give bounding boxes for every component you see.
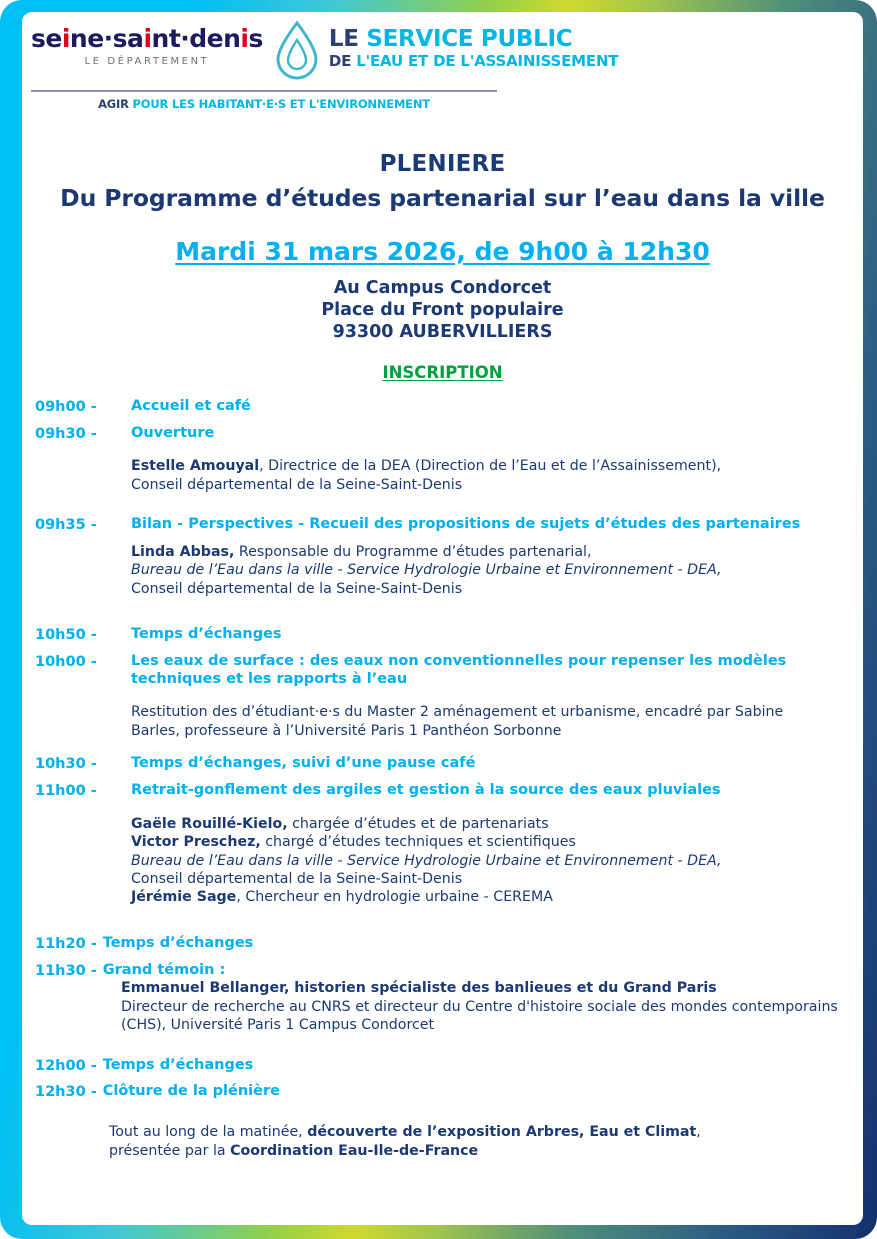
agenda-time: 09h35 -: [35, 517, 97, 534]
speaker-role: chargé d’études techniques et scientifiques: [260, 834, 576, 851]
exhibition-note-prefix: Tout au long de la matinée,: [109, 1124, 308, 1141]
speaker-name: Jérémie Sage: [131, 889, 237, 906]
agenda-item: [35, 755, 847, 773]
speaker-role: Responsable du Programme d’études partenarial,: [234, 543, 592, 560]
service-line2-main: L'EAU ET DE L'ASSAINISSEMENT: [356, 52, 619, 71]
agenda-detail: Directeur de recherche au CNRS et directeur du Centre d'histoire sociale des mondes contemporains (CHS), Université Paris 1 Campus Condorcet: [121, 998, 838, 1034]
water-drop-icon: [273, 20, 321, 82]
agenda-time: 12h30 -: [35, 1084, 97, 1101]
venue-line-2: Place du Front populaire: [321, 299, 564, 320]
agenda-detail: [131, 815, 847, 833]
service-public-logotype: [329, 22, 618, 70]
agenda-detail: Conseil départemental de la Seine-Saint-Denis: [131, 476, 463, 493]
agenda-item: [35, 1057, 847, 1075]
agenda-title: Retrait-gonflement des argiles et gestion à la source des eaux pluviales: [131, 781, 721, 798]
agenda-time: 10h50 -: [35, 627, 97, 644]
agenda-detail: [131, 852, 847, 870]
agenda-detail: Conseil départemental de la Seine-Saint-Denis: [131, 580, 463, 597]
exhibition-presenter: Coordination Eau-Ile-de-France: [230, 1142, 479, 1159]
speaker-affiliation: Bureau de l’Eau dans la ville - Service Hydrologie Urbaine et Environnement - DEA,: [131, 852, 722, 869]
speaker-name: Linda Abbas,: [131, 543, 235, 560]
agenda-time: 11h30 -: [35, 962, 97, 979]
speaker-name: Emmanuel Bellanger, historien spécialiste des banlieues et du Grand Paris: [121, 980, 717, 997]
agenda-detail: [121, 979, 847, 997]
exhibition-note-line2: [109, 1142, 847, 1160]
agenda-title: Temps d’échanges: [102, 934, 254, 951]
poster-sheet: [22, 12, 863, 1225]
speaker-affiliation: Bureau de l’Eau dans la ville - Service Hydrologie Urbaine et Environnement - DEA,: [131, 562, 722, 579]
speaker-name: Gaële Rouillé-Kielo,: [131, 815, 288, 832]
agenda-time: 12h00 -: [35, 1057, 97, 1074]
agenda-item: [35, 653, 847, 688]
agenda-time: 11h00 -: [35, 782, 97, 799]
agenda-detail: [131, 457, 847, 475]
agenda-item: [35, 1083, 847, 1101]
agenda-time: 11h20 -: [35, 935, 97, 952]
logo-block: [31, 22, 619, 111]
agenda-title: Temps d’échanges, suivi d’une pause café: [131, 755, 476, 772]
agenda-detail: [131, 561, 847, 579]
agir-tagline: [31, 97, 497, 111]
department-logo: [31, 22, 263, 67]
agenda-detail: [131, 888, 847, 906]
agenda-title: Les eaux de surface : des eaux non conventionnelles pour repenser les modèles techniques et les rapports à l’eau: [131, 653, 787, 687]
agenda-time: 10h30 -: [35, 756, 97, 773]
agenda-item: [35, 962, 847, 980]
agenda-detail: [131, 543, 847, 561]
page-subtitle: Du Programme d’études partenarial sur l’eau dans la ville: [60, 184, 825, 212]
agenda-title: Ouverture: [131, 424, 215, 441]
speaker-name: Victor Preschez,: [131, 834, 261, 851]
title-block: [22, 151, 863, 383]
event-date: Mardi 31 mars 2026, de 9h00 à 12h30: [175, 237, 710, 266]
agenda-title: Grand témoin :: [102, 961, 226, 978]
agenda-item: [35, 516, 847, 534]
agenda-title: Accueil et café: [131, 398, 251, 414]
agenda-title: Clôture de la plénière: [102, 1083, 280, 1100]
agenda-item: [35, 626, 847, 644]
agenda-title: Bilan - Perspectives - Recueil des propositions de sujets d’études des partenaires: [131, 516, 801, 533]
department-name: seine·saint·denis: [31, 24, 263, 53]
agenda-item: [35, 425, 847, 443]
service-line2-prefix: DE: [328, 52, 357, 71]
agir-bold: AGIR: [98, 97, 129, 111]
agenda-time: 09h30 -: [35, 425, 97, 442]
inscription-link[interactable]: INSCRIPTION: [382, 362, 503, 382]
venue-line-3: 93300 AUBERVILLIERS: [332, 321, 553, 342]
department-subtitle: LE DÉPARTEMENT: [84, 56, 210, 68]
exhibition-note: [109, 1123, 809, 1141]
agenda-detail: Conseil départemental de la Seine-Saint-Denis: [131, 871, 463, 888]
agenda-title: Temps d’échanges: [102, 1056, 254, 1073]
exhibition-note-comma: ,: [696, 1124, 701, 1141]
logo-divider: [31, 90, 497, 92]
agenda-detail: [131, 833, 847, 851]
speaker-role: , Chercheur en hydrologie urbaine - CEREMA: [236, 889, 553, 906]
exhibition-name: découverte de l’exposition Arbres, Eau et Climat: [307, 1124, 697, 1141]
venue-line-1: Au Campus Condorcet: [333, 278, 552, 298]
page-title: PLENIERE: [379, 151, 506, 177]
agenda-item: [35, 782, 847, 800]
agenda-time: 09h00 -: [35, 399, 97, 415]
agir-rest: POUR LES HABITANT·E·S ET L'ENVIRONNEMENT: [128, 97, 430, 111]
agenda-item: [35, 935, 847, 953]
agenda-list: [35, 398, 847, 1160]
speaker-role: , Directrice de la DEA (Direction de l’Eau et de l’Assainissement),: [259, 458, 722, 475]
agenda-time: 10h00 -: [35, 654, 97, 671]
agenda-detail: Restitution des d’étudiant·e·s du Master 2 aménagement et urbanisme, encadré par Sabine Barles, professeure à l’Université Paris 1 Panthéon Sorbonne: [131, 704, 784, 739]
event-venue: [22, 278, 863, 344]
service-line1-main: SERVICE PUBLIC: [366, 26, 573, 52]
exhibition-presenter-prefix: présentée par la: [109, 1142, 231, 1159]
speaker-role: chargée d’études et de partenariats: [287, 815, 549, 832]
agenda-title: Temps d’échanges: [131, 626, 282, 643]
service-line1-prefix: LE: [328, 26, 367, 52]
speaker-name: Estelle Amouyal: [131, 458, 260, 475]
agenda-item: [35, 398, 847, 416]
